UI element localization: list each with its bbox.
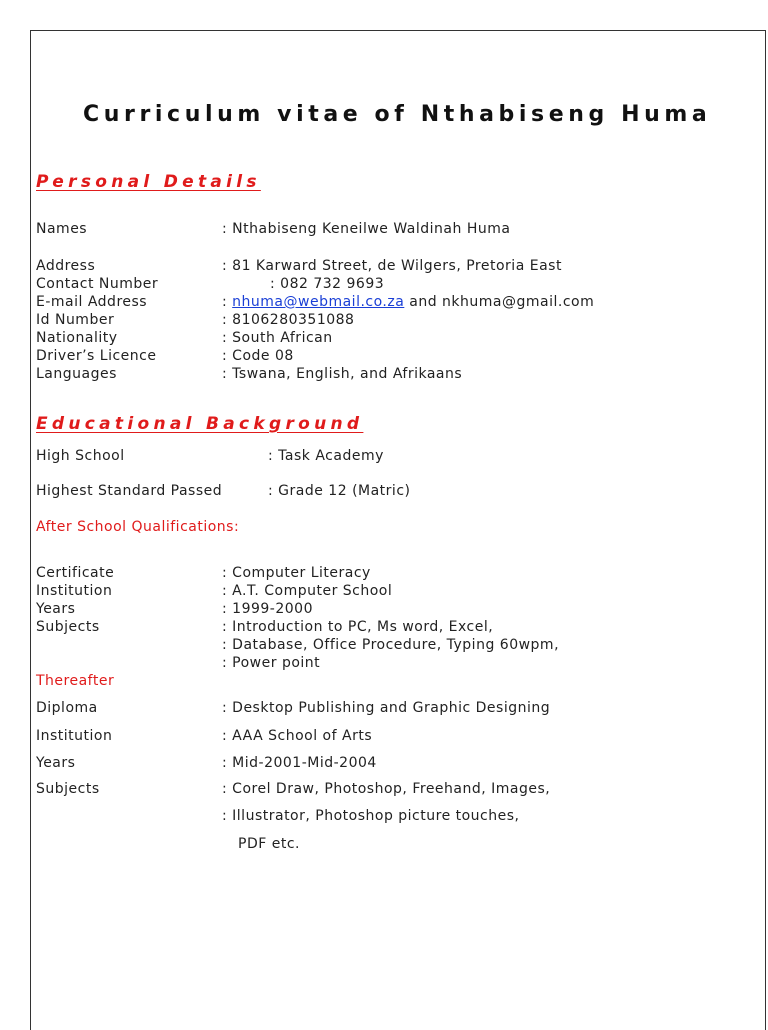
certificate-value: : Computer Literacy (222, 565, 371, 581)
names-label: Names (36, 221, 88, 237)
languages-value: : Tswana, English, and Afrikaans (222, 366, 463, 382)
id-number-label: Id Number (36, 312, 115, 328)
address-value: : 81 Karward Street, de Wilgers, Pretoria East (222, 258, 562, 274)
subjects-2-line3: PDF etc. (238, 836, 300, 852)
nationality-label: Nationality (36, 330, 118, 346)
cv-title: Curriculum vitae of Nthabiseng Huma (83, 102, 712, 127)
subjects-2-line1: : Corel Draw, Photoshop, Freehand, Images, (222, 781, 551, 797)
educational-background-heading: Educational Background (36, 414, 364, 434)
highest-standard-value: : Grade 12 (Matric) (268, 483, 411, 499)
personal-details-heading: Personal Details (36, 172, 261, 192)
years-1-value: : 1999-2000 (222, 601, 313, 617)
thereafter-heading: Thereafter (36, 673, 115, 689)
names-value: : Nthabiseng Keneilwe Waldinah Huma (222, 221, 511, 237)
institution-1-label: Institution (36, 583, 113, 599)
subjects-1-line1: : Introduction to PC, Ms word, Excel, (222, 619, 494, 635)
contact-number-label: Contact Number (36, 276, 159, 292)
email-colon: : (222, 294, 228, 310)
email-link[interactable]: nhuma@webmail.co.za (232, 294, 405, 310)
diploma-label: Diploma (36, 700, 98, 716)
institution-2-label: Institution (36, 728, 113, 744)
years-2-label: Years (36, 755, 76, 771)
after-school-heading: After School Qualifications: (36, 519, 240, 535)
institution-2-value: : AAA School of Arts (222, 728, 373, 744)
id-number-value: : 8106280351088 (222, 312, 355, 328)
high-school-label: High School (36, 448, 125, 464)
drivers-licence-value: : Code 08 (222, 348, 294, 364)
highest-standard-label: Highest Standard Passed (36, 483, 223, 499)
nationality-value: : South African (222, 330, 333, 346)
email-secondary: and nkhuma@gmail.com (409, 294, 595, 310)
email-label: E-mail Address (36, 294, 148, 310)
address-label: Address (36, 258, 96, 274)
institution-1-value: : A.T. Computer School (222, 583, 393, 599)
email-value (222, 293, 594, 311)
diploma-value: : Desktop Publishing and Graphic Designing (222, 700, 551, 716)
certificate-label: Certificate (36, 565, 115, 581)
subjects-1-line2: : Database, Office Procedure, Typing 60wpm, (222, 637, 560, 653)
subjects-1-label: Subjects (36, 619, 100, 635)
drivers-licence-label: Driver’s Licence (36, 348, 157, 364)
subjects-2-label: Subjects (36, 781, 100, 797)
languages-label: Languages (36, 366, 117, 382)
years-2-value: : Mid-2001-Mid-2004 (222, 755, 377, 771)
high-school-value: : Task Academy (268, 448, 384, 464)
subjects-1-line3: : Power point (222, 655, 321, 671)
contact-number-value: : 082 732 9693 (270, 276, 385, 292)
years-1-label: Years (36, 601, 76, 617)
subjects-2-line2: : Illustrator, Photoshop picture touches, (222, 808, 520, 824)
